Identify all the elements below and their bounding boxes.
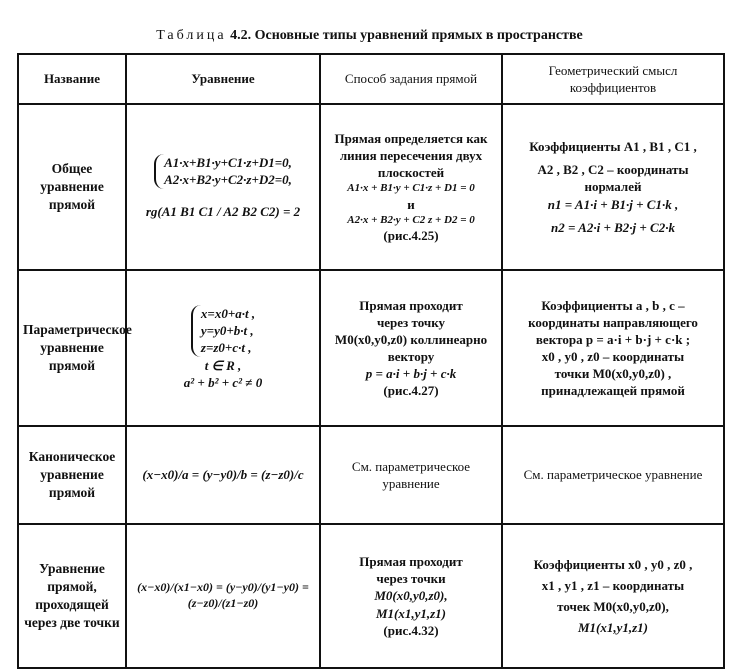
method-text: через точки <box>376 571 446 587</box>
header-name: Название <box>18 54 126 104</box>
equation-line: y=y0+b·t , <box>200 323 254 339</box>
meaning-line: координаты направляющего <box>528 314 698 330</box>
meaning-line: n1 = A1·i + B1·j + C1·k , <box>547 196 679 212</box>
row-equation <box>126 426 320 524</box>
table-row <box>18 104 724 270</box>
row-method <box>320 524 502 668</box>
row-equation <box>126 104 320 270</box>
two-point-equation: (x−x0)/(x1−x0) = (y−y0)/(y1−y0) = (z−z0)/(z1−z0) <box>137 580 309 610</box>
meaning-line: Коэффициенты a , b , c – <box>541 297 685 313</box>
row-equation <box>126 270 320 426</box>
method-text: через точку <box>376 314 446 330</box>
meaning-line: M1(x1,y1,z1) <box>577 620 649 636</box>
equation-line: A1·x+B1·y+C1·z+D1=0, <box>164 155 292 171</box>
figure-reference: (рис.4.27) <box>383 383 439 399</box>
row-meaning: См. параметрическое уравнение <box>502 426 724 524</box>
meaning-line: точек M0(x0,y0,z0), <box>557 599 669 614</box>
header-method: Способ задания прямой <box>320 54 502 104</box>
figure-reference: (рис.4.32) <box>383 622 439 638</box>
equation-line: x=x0+a·t , <box>200 306 256 322</box>
equation-line: z=z0+c·t , <box>200 340 252 356</box>
method-text: Прямая определяется как линия пересечения двух плоскостей <box>334 130 488 180</box>
method-equation: A2·x + B2·y + C2 z + D2 = 0 <box>347 213 475 226</box>
equation-line: A2·x+B2·y+C2·z+D2=0, <box>164 172 292 188</box>
meaning-line: нормалей <box>584 179 642 195</box>
method-text: Прямая проходит <box>359 297 463 313</box>
row-meaning <box>502 104 724 270</box>
method-and: и <box>407 196 415 212</box>
header-row <box>18 54 724 104</box>
nonzero-condition: a² + b² + c² ≠ 0 <box>183 374 263 390</box>
method-text: Прямая проходит <box>359 554 463 570</box>
meaning-line: A2 , B2 , C2 – координаты <box>537 162 689 178</box>
table-row <box>18 524 724 668</box>
row-method <box>320 270 502 426</box>
parameter-domain: t ∈ R , <box>204 357 242 373</box>
method-equation: p = a·i + b·j + c·k <box>365 366 457 382</box>
header-equation: Уравнение <box>126 54 320 104</box>
meaning-line: Коэффициенты A1 , B1 , C1 , <box>529 139 697 155</box>
rank-condition: rg(A1 B1 C1 / A2 B2 C2) = 2 <box>145 203 301 219</box>
header-meaning: Геометрический смысл коэффициентов <box>502 54 724 104</box>
table-row <box>18 270 724 426</box>
method-point: M0(x0,y0,z0), <box>374 588 448 604</box>
row-name: Каноническое уравнение прямой <box>18 426 126 524</box>
caption-text: 4.2. Основные типы уравнений прямых в пространстве <box>230 28 583 43</box>
row-name: Параметрическое уравнение прямой <box>18 270 126 426</box>
meaning-line: x1 , y1 , z1 – координаты <box>541 577 685 593</box>
meaning-line: x0 , y0 , z0 – координаты <box>541 349 685 364</box>
equations-table <box>17 53 725 669</box>
meaning-line: точки M0(x0,y0,z0) , <box>554 366 672 382</box>
equation-system <box>154 154 292 188</box>
row-equation <box>126 524 320 668</box>
canonical-equation: (x−x0)/a = (y−y0)/b = (z−z0)/c <box>142 467 304 483</box>
meaning-line: принадлежащей прямой <box>541 383 685 399</box>
method-equation: A1·x + B1·y + C1·z + D1 = 0 <box>347 182 475 195</box>
row-method: См. параметрическое уравнение <box>320 426 502 524</box>
meaning-line: вектора p = a·i + b·j + c·k ; <box>535 331 691 347</box>
table-caption <box>0 28 739 44</box>
figure-reference: (рис.4.25) <box>383 228 439 244</box>
equation-system <box>191 305 255 356</box>
row-meaning <box>502 270 724 426</box>
row-meaning <box>502 524 724 668</box>
method-text: M0(x0,y0,z0) коллинеарно вектору <box>334 331 488 364</box>
meaning-line: Коэффициенты x0 , y0 , z0 , <box>533 556 693 572</box>
meaning-line: n2 = A2·i + B2·j + C2·k <box>551 219 675 235</box>
row-method <box>320 104 502 270</box>
table-row <box>18 426 724 524</box>
caption-label: Таблица <box>156 28 227 43</box>
row-name: Общее уравнение прямой <box>18 104 126 270</box>
method-point: M1(x1,y1,z1) <box>375 605 447 621</box>
row-name: Уравнение прямой, проходящей через две точки <box>18 524 126 668</box>
